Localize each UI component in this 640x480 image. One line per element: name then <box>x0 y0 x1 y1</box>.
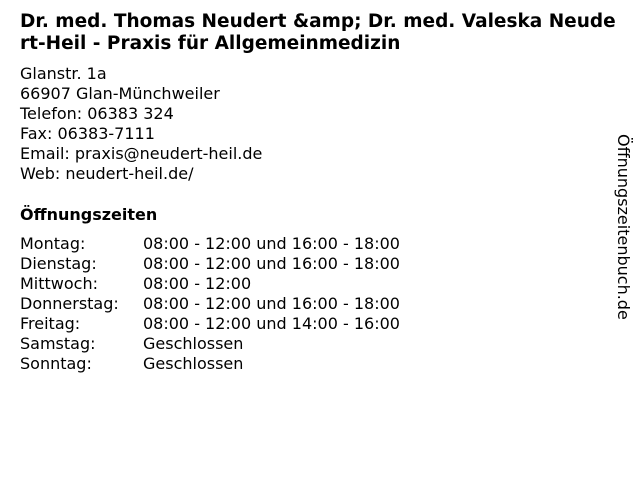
day-label: Dienstag: <box>20 254 97 273</box>
address-city: 66907 Glan-Münchweiler <box>20 84 220 103</box>
web-line: Web: neudert-heil.de/ <box>20 164 194 183</box>
page-title: Dr. med. Thomas Neudert &amp; Dr. med. Valeska Neudert-Heil - Praxis für Allgemeinmedizin <box>20 11 616 54</box>
phone-line: Telefon: 06383 324 <box>20 104 174 123</box>
day-label: Montag: <box>20 234 86 253</box>
hours-row-saturday <box>20 334 400 354</box>
hours-row-friday <box>20 314 400 334</box>
day-label: Samstag: <box>20 334 96 353</box>
hours-heading: Öffnungszeiten <box>20 205 158 224</box>
email-line: Email: praxis@neudert-heil.de <box>20 144 263 163</box>
hours-row-sunday <box>20 354 400 374</box>
hours-row-wednesday <box>20 274 400 294</box>
address-street: Glanstr. 1a <box>20 64 107 83</box>
hours-row-thursday <box>20 294 400 314</box>
day-label: Freitag: <box>20 314 81 333</box>
opening-hours-table <box>20 234 400 374</box>
hours-row-monday <box>20 234 400 254</box>
hours-row-tuesday <box>20 254 400 274</box>
fax-line: Fax: 06383-7111 <box>20 124 155 143</box>
site-watermark: Öffnungszeitenbuch.de <box>614 134 633 320</box>
time-value: Geschlossen <box>143 334 244 353</box>
time-value: 08:00 - 12:00 und 16:00 - 18:00 <box>143 254 400 273</box>
day-label: Donnerstag: <box>20 294 119 313</box>
time-value: 08:00 - 12:00 <box>143 274 252 293</box>
time-value: 08:00 - 12:00 und 16:00 - 18:00 <box>143 234 400 253</box>
day-label: Sonntag: <box>20 354 92 373</box>
contact-block <box>20 64 262 184</box>
time-value: 08:00 - 12:00 und 16:00 - 18:00 <box>143 294 400 313</box>
time-value: 08:00 - 12:00 und 14:00 - 16:00 <box>143 314 400 333</box>
time-value: Geschlossen <box>143 354 244 373</box>
day-label: Mittwoch: <box>20 274 98 293</box>
